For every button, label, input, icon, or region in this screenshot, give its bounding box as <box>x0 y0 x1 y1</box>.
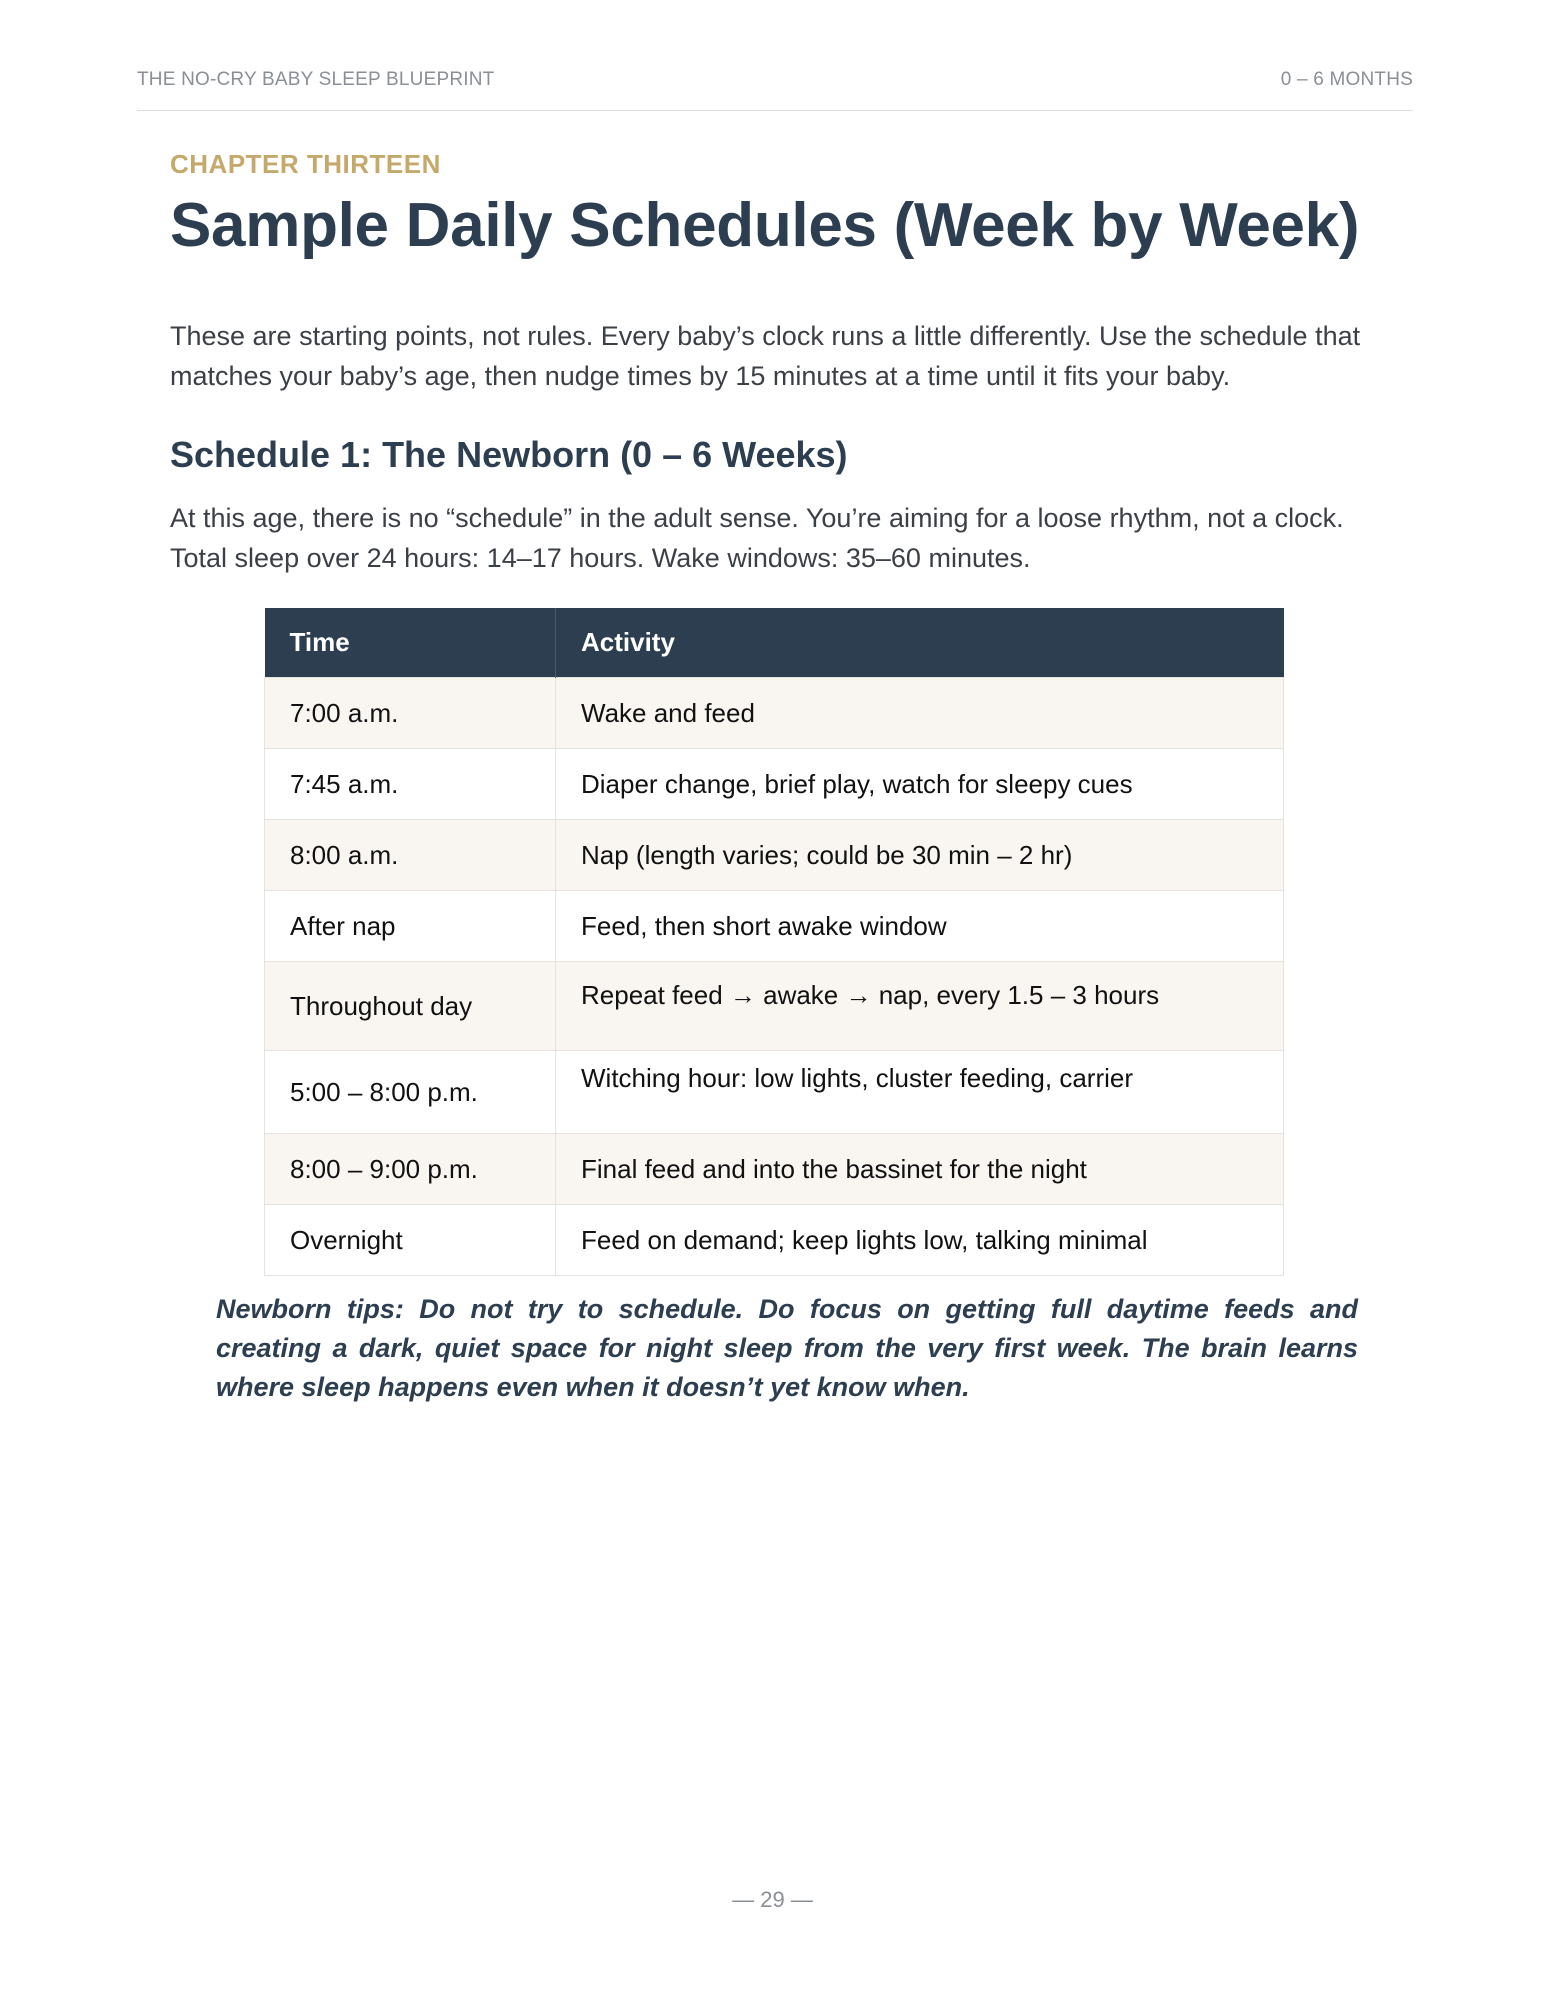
activity-cell: Nap (length varies; could be 30 min – 2 hr) <box>556 820 1284 891</box>
table-row <box>265 1205 1284 1276</box>
table-row <box>265 891 1284 962</box>
time-cell: 5:00 – 8:00 p.m. <box>265 1051 556 1134</box>
chapter-intro: These are starting points, not rules. Every baby’s clock runs a little differently. Use the schedule that matches your baby’s age, then nudge times by 15 minutes at a time until it fits your baby. <box>170 321 1361 391</box>
running-header <box>137 66 1413 111</box>
table-row <box>265 678 1284 749</box>
newborn-tip: Newborn tips: Do not try to schedule. Do focus on getting full daytime feeds and creating a dark, quiet space for night sleep from the very first week. The brain learns where sleep happens even when it doesn’t yet know when. <box>216 1294 1358 1402</box>
column-header-activity: Activity <box>556 608 1284 678</box>
schedule-table <box>264 608 1284 1276</box>
chapter-label: CHAPTER THIRTEEN <box>170 149 441 179</box>
section-intro: At this age, there is no “schedule” in the adult sense. You’re aiming for a loose rhythm, not a clock. Total sleep over 24 hours: 14–17 hours. Wake windows: 35–60 minutes. <box>170 503 1344 573</box>
activity-cell: Witching hour: low lights, cluster feeding, carrier <box>556 1051 1284 1134</box>
activity-cell: Feed, then short awake window <box>556 891 1284 962</box>
column-header-time: Time <box>265 608 556 678</box>
time-cell: After nap <box>265 891 556 962</box>
table-row <box>265 962 1284 1051</box>
age-range: 0 – 6 MONTHS <box>1280 69 1413 90</box>
table-row <box>265 749 1284 820</box>
table-header-row <box>265 608 1284 678</box>
table-row <box>265 820 1284 891</box>
time-cell: 8:00 – 9:00 p.m. <box>265 1134 556 1205</box>
page-number: — 29 — <box>732 1887 813 1912</box>
time-cell: Throughout day <box>265 962 556 1051</box>
activity-cell: Wake and feed <box>556 678 1284 749</box>
activity-cell: Feed on demand; keep lights low, talking minimal <box>556 1205 1284 1276</box>
section-heading: Schedule 1: The Newborn (0 – 6 Weeks) <box>170 434 848 475</box>
table-row <box>265 1134 1284 1205</box>
activity-cell: Repeat feed → awake → nap, every 1.5 – 3 hours <box>556 962 1284 1051</box>
time-cell: 8:00 a.m. <box>265 820 556 891</box>
table-row <box>265 1051 1284 1134</box>
activity-cell: Diaper change, brief play, watch for sleepy cues <box>556 749 1284 820</box>
book-title: THE NO-CRY BABY SLEEP BLUEPRINT <box>137 69 495 90</box>
time-cell: Overnight <box>265 1205 556 1276</box>
activity-cell: Final feed and into the bassinet for the night <box>556 1134 1284 1205</box>
page-title: Sample Daily Schedules (Week by Week) <box>170 191 1360 260</box>
time-cell: 7:45 a.m. <box>265 749 556 820</box>
time-cell: 7:00 a.m. <box>265 678 556 749</box>
